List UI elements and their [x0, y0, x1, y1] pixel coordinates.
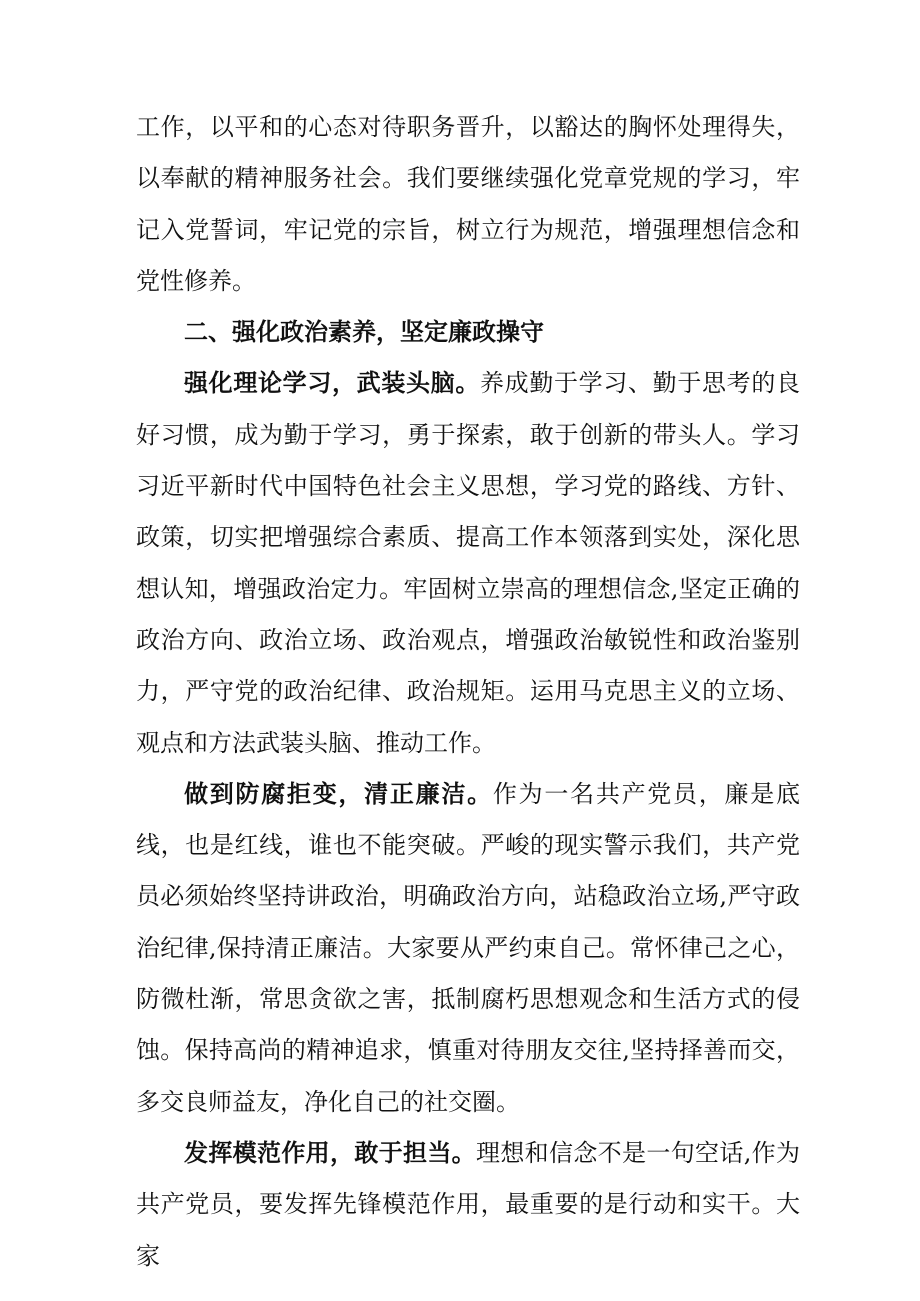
- section-heading: 二、强化政治素养，坚定廉政操守: [184, 318, 544, 347]
- paragraph-theory-study: [136, 358, 800, 768]
- paragraph-lead: 强化理论学习，武装头脑。: [184, 369, 480, 398]
- paragraph-exemplary-role: [136, 1128, 800, 1282]
- paragraph-lead: 发挥模范作用，敢于担当。: [184, 1138, 477, 1167]
- paragraph-body: 作为一名共产党员，廉是底线，也是红线，谁也不能突破。严峻的现实警示我们，共产党员必须始终坚持讲政治，明确政治方向，站稳政治立场,严守政治纪律,保持清正廉洁。大家要从严约束自己。常怀律己之心，防微杜渐，常思贪欲之害，抵制腐朽思想观念和生活方式的侵蚀。保持高尚的精神追求，慎重对待朋友交往,坚持择善而交，多交良师益友，净化自己的社交圈。: [136, 779, 801, 1116]
- continued-paragraph: 工作，以平和的心态对待职务晋升，以豁达的胸怀处理得失，以奉献的精神服务社会。我们要继续强化党章党规的学习，牢记入党誓词，牢记党的宗旨，树立行为规范，增强理想信念和党性修养。: [136, 113, 800, 295]
- paragraph-anti-corruption: [136, 769, 800, 1128]
- document-page: [136, 102, 800, 1282]
- paragraph-body: 养成勤于学习、勤于思考的良好习惯，成为勤于学习，勇于探索，敢于创新的带头人。学习习近平新时代中国特色社会主义思想，学习党的路线、方针、政策，切实把增强综合素质、提高工作本领落到实处，深化思想认知，增强政治定力。牢固树立崇高的理想信念,坚定正确的政治方向、政治立场、政治观点，增强政治敏锐性和政治鉴别力，严守党的政治纪律、政治规矩。运用马克思主义的立场、观点和方法武装头脑、推动工作。: [136, 369, 800, 757]
- paragraph-body: 理想和信念不是一句空话,作为共产党员，要发挥先锋模范作用，最重要的是行动和实干。大家: [136, 1138, 800, 1270]
- paragraph-lead: 做到防腐拒变，清正廉洁。: [184, 779, 493, 808]
